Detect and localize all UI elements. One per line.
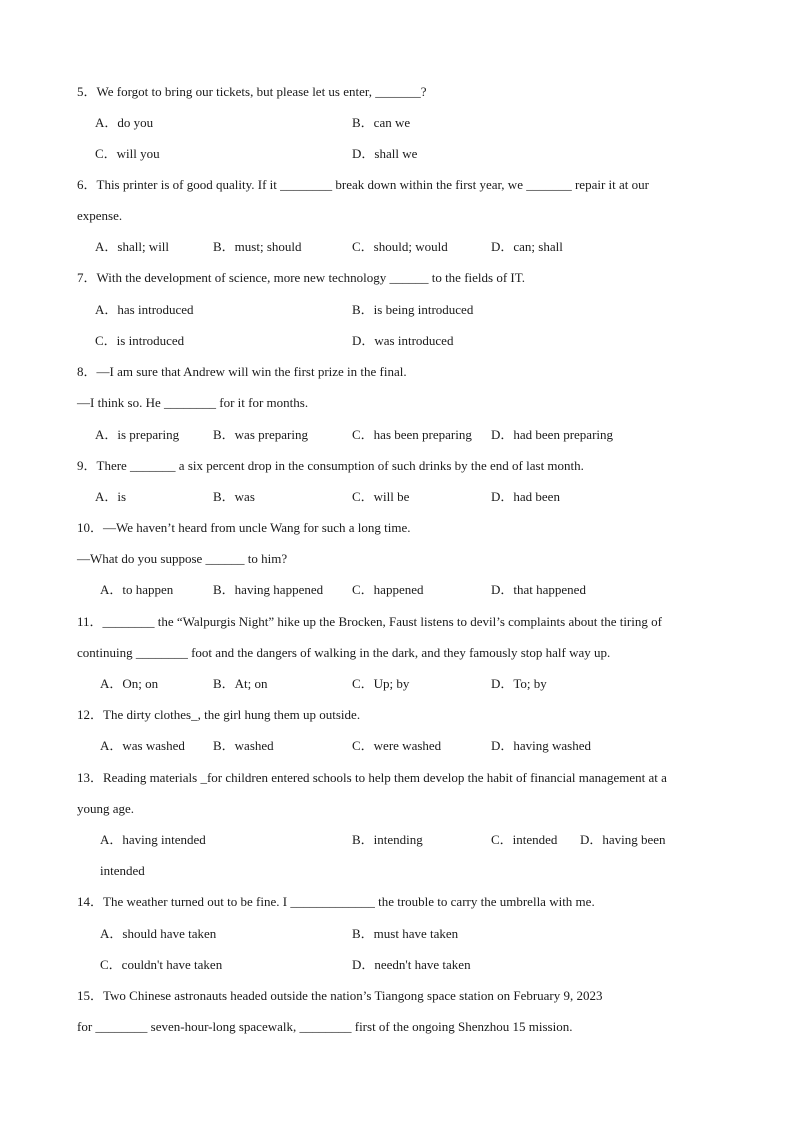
q12-option-d: D．having washed <box>491 738 592 753</box>
q13-option-b: B．intending <box>352 832 423 847</box>
q11-stem-cont: continuing ________ foot and the dangers of walking in the dark, and they famously stop half way up. <box>77 645 611 660</box>
q5-option-b: B．can we <box>352 115 411 130</box>
q7-stem: 7．With the development of science, more new technology ______ to the fields of IT. <box>77 270 525 285</box>
q5-stem: 5．We forgot to bring our tickets, but please let us enter, _______? <box>77 84 427 99</box>
q12-stem: 12．The dirty clothes_, the girl hung them up outside. <box>77 707 361 722</box>
q6-option-c: C．should; would <box>352 239 448 254</box>
q8-option-d: D．had been preparing <box>491 427 614 442</box>
q14-stem: 14．The weather turned out to be fine. I _____________ the trouble to carry the umbrella with me. <box>77 894 595 909</box>
q13-stem: 13．Reading materials _for children entered schools to help them develop the habit of financial management at a <box>77 770 667 785</box>
q13-option-a: A．having intended <box>100 832 206 847</box>
q8-option-c: C．has been preparing <box>352 427 472 442</box>
q11-option-b: B．At; on <box>213 676 268 691</box>
q11-option-c: C．Up; by <box>352 676 410 691</box>
q10-option-d: D．that happened <box>491 582 586 597</box>
q8-stem-cont: —I think so. He ________ for it for months. <box>77 395 309 410</box>
q6-stem-cont: expense. <box>77 208 123 223</box>
q9-option-a: A．is <box>95 489 127 504</box>
q14-option-d: D．needn't have taken <box>352 957 471 972</box>
q10-option-b: B．having happened <box>213 582 324 597</box>
q11-option-a: A．On; on <box>100 676 159 691</box>
q9-option-c: C．will be <box>352 489 410 504</box>
q14-option-b: B．must have taken <box>352 926 459 941</box>
q10-stem: 10．—We haven’t heard from uncle Wang for such a long time. <box>77 520 411 535</box>
q6-option-a: A．shall; will <box>95 239 170 254</box>
q12-option-b: B．washed <box>213 738 274 753</box>
q15-stem: 15．Two Chinese astronauts headed outside the nation’s Tiangong space station on February 9, 2023 <box>77 988 603 1003</box>
q5-option-c: C．will you <box>95 146 160 161</box>
q14-option-c: C．couldn't have taken <box>100 957 223 972</box>
q12-option-c: C．were washed <box>352 738 442 753</box>
q7-option-a: A．has introduced <box>95 302 194 317</box>
q8-stem: 8．—I am sure that Andrew will win the first prize in the final. <box>77 364 407 379</box>
q8-option-a: A．is preparing <box>95 427 180 442</box>
q5-option-a: A．do you <box>95 115 154 130</box>
q13-option-d: D．having been <box>580 832 666 847</box>
q13-stem-cont: young age. <box>77 801 135 816</box>
q5-option-d: D．shall we <box>352 146 418 161</box>
q6-option-d: D．can; shall <box>491 239 563 254</box>
q13-option-c: C．intended <box>491 832 558 847</box>
q10-stem-cont: —What do you suppose ______ to him? <box>77 551 288 566</box>
q9-option-d: D．had been <box>491 489 560 504</box>
q8-option-b: B．was preparing <box>213 427 308 442</box>
q10-option-a: A．to happen <box>100 582 174 597</box>
q6-stem: 6．This printer is of good quality. If it ________ break down within the first year, we _______ repair it at our <box>77 177 649 192</box>
q11-stem: 11．________ the “Walpurgis Night” hike up the Brocken, Faust listens to devil’s complaints about the tiring of <box>77 614 662 629</box>
q9-stem: 9．There _______ a six percent drop in the consumption of such drinks by the end of last month. <box>77 458 584 473</box>
q10-option-c: C．happened <box>352 582 424 597</box>
q14-option-a: A．should have taken <box>100 926 217 941</box>
q12-option-a: A．was washed <box>100 738 185 753</box>
q7-option-c: C．is introduced <box>95 333 185 348</box>
q11-option-d: D．To; by <box>491 676 547 691</box>
q9-option-b: B．was <box>213 489 255 504</box>
q15-stem-cont: for ________ seven-hour-long spacewalk, ________ first of the ongoing Shenzhou 15 mission. <box>77 1019 573 1034</box>
q7-option-d: D．was introduced <box>352 333 454 348</box>
q13-option-d-cont: intended <box>100 863 145 878</box>
q6-option-b: B．must; should <box>213 239 302 254</box>
q7-option-b: B．is being introduced <box>352 302 474 317</box>
